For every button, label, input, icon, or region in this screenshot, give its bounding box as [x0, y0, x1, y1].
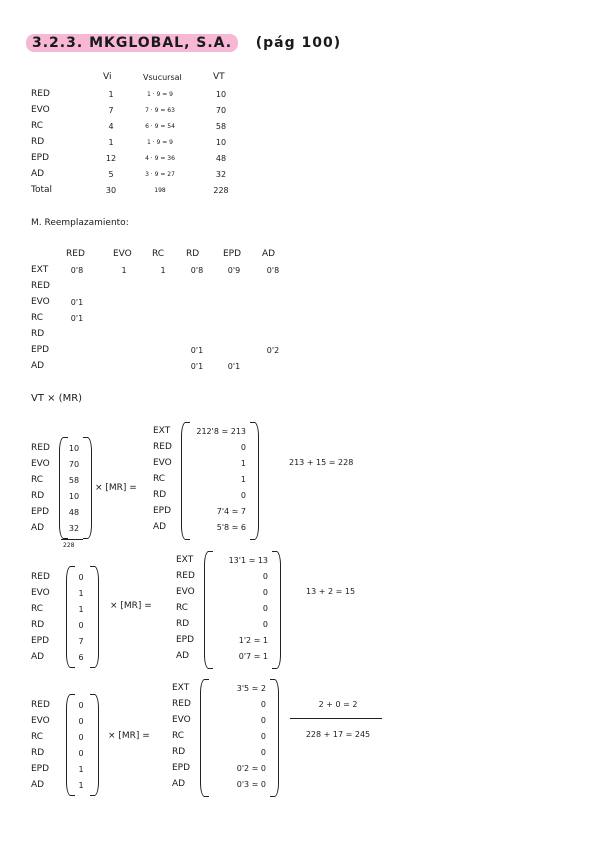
mr-cell: 0'1	[70, 314, 84, 323]
table1-row-label: AD	[31, 169, 45, 179]
mr-row-label: RC	[31, 313, 44, 323]
result-label: EPD	[172, 763, 191, 773]
table1-cell-vsuc: 4 · 9 = 36	[145, 155, 175, 162]
row-label: EPD	[31, 636, 50, 646]
result-label: AD	[172, 779, 186, 789]
result-label: RC	[176, 603, 189, 613]
table1-cell-vt: 58	[215, 122, 227, 131]
result-value: 0	[240, 491, 246, 500]
result-label: EVO	[176, 587, 195, 597]
result-value: 212'8 ≃ 213	[196, 427, 246, 436]
row-label: RED	[31, 443, 50, 453]
result-value: 0	[260, 732, 266, 741]
result-value: 0	[260, 748, 266, 757]
result-label: RC	[153, 474, 166, 484]
result-value: 0	[260, 716, 266, 725]
result-value: 7'4 ≃ 7	[216, 507, 246, 516]
mr-cell: 0'1	[190, 346, 204, 355]
mr-cell: 0'1	[227, 362, 241, 371]
result-left-paren	[200, 679, 209, 797]
vector-value: 32	[68, 524, 80, 533]
result-label: EXT	[153, 426, 171, 436]
mr-cell: 0'8	[266, 266, 280, 275]
vector-value: 48	[68, 508, 80, 517]
result-label: RC	[172, 731, 185, 741]
left-paren	[59, 437, 68, 539]
mr-cell: 0'9	[227, 266, 241, 275]
result-value: 0'7 ≃ 1	[238, 652, 268, 661]
vector-value: 1	[78, 605, 84, 614]
operator: × [MR] =	[110, 601, 152, 611]
left-paren	[66, 566, 75, 668]
side-note-bottom: 228 + 17 = 245	[305, 730, 371, 739]
table1-cell-vsuc: 3 · 9 = 27	[145, 171, 175, 178]
table1-header-vt: VT	[213, 72, 225, 82]
result-value: 0	[260, 700, 266, 709]
title-prefix-highlight	[26, 34, 238, 52]
operator: × [MR] =	[95, 483, 137, 493]
result-value: 0	[240, 443, 246, 452]
vector-value: 6	[78, 653, 84, 662]
result-right-paren	[250, 422, 259, 540]
mr-row-label: EPD	[31, 345, 50, 355]
vector-value: 0	[78, 621, 84, 630]
table1-cell-vi: 7	[108, 106, 114, 115]
table1-row-label: EVO	[31, 105, 50, 115]
result-label: EPD	[153, 506, 172, 516]
vector-value: 58	[68, 476, 80, 485]
result-right-paren	[272, 551, 281, 669]
result-value: 3'5 ≃ 2	[236, 684, 266, 693]
table1-cell-vsuc: 1 · 9 = 9	[146, 91, 173, 98]
result-label: RD	[153, 490, 167, 500]
table1-cell-vt: 48	[215, 154, 227, 163]
right-paren	[83, 437, 92, 539]
vector-value: 0	[78, 701, 84, 710]
result-value: 0'3 ≃ 0	[236, 780, 266, 789]
mr-col-header: RD	[186, 249, 200, 259]
vector-value: 7	[78, 637, 84, 646]
operator: × [MR] =	[108, 731, 150, 741]
row-label: RED	[31, 700, 50, 710]
result-value: 13'1 ≃ 13	[228, 556, 268, 565]
result-value: 0	[262, 588, 268, 597]
vector-value: 0	[78, 733, 84, 742]
vector-value: 0	[78, 749, 84, 758]
result-label: EVO	[172, 715, 191, 725]
mr-col-header: AD	[262, 249, 276, 259]
table1-cell-vsuc: 1 · 9 = 9	[146, 139, 173, 146]
row-label: EPD	[31, 507, 50, 517]
table1-row-label: RD	[31, 137, 45, 147]
row-label: RD	[31, 491, 45, 501]
result-value: 1	[240, 459, 246, 468]
side-note-top: 2 + 0 = 2	[318, 700, 358, 709]
row-label: RED	[31, 572, 50, 582]
title-page-ref: (pág 100)	[255, 35, 342, 51]
mr-col-header: RC	[152, 249, 165, 259]
row-label: RC	[31, 604, 44, 614]
result-value: 0	[262, 620, 268, 629]
table1-row-label: Total	[31, 185, 53, 195]
result-label: EXT	[172, 683, 190, 693]
mr-cell: 0'8	[70, 266, 84, 275]
row-label: AD	[31, 652, 45, 662]
result-label: RD	[172, 747, 186, 757]
table1-cell-vt: 32	[215, 170, 227, 179]
vector-value: 10	[68, 444, 80, 453]
table1-cell-vi: 4	[108, 122, 114, 131]
table1-cell-vt: 70	[215, 106, 227, 115]
mr-col-header: EVO	[113, 249, 132, 259]
result-value: 1	[240, 475, 246, 484]
mr-cell: 0'1	[190, 362, 204, 371]
mr-row-label: RD	[31, 329, 45, 339]
vector-value: 1	[78, 589, 84, 598]
mr-cell: 0'8	[190, 266, 204, 275]
result-label: EXT	[176, 555, 194, 565]
mr-cell: 1	[121, 266, 127, 275]
left-paren	[66, 694, 75, 796]
table1-cell-vi: 5	[108, 170, 114, 179]
table1-cell-vsuc: 7 · 9 = 63	[145, 107, 175, 114]
result-label: EVO	[153, 458, 172, 468]
result-value: 0	[262, 604, 268, 613]
side-note: 13 + 2 = 15	[306, 587, 356, 596]
row-label: RC	[31, 732, 44, 742]
mr-row-label: RED	[31, 281, 50, 291]
vector-value: 0	[78, 573, 84, 582]
table1-row-label: RC	[31, 121, 44, 131]
table1-cell-vi: 1	[108, 138, 114, 147]
vector-value: 1	[78, 781, 84, 790]
mr-row-label: EXT	[31, 265, 49, 275]
result-label: AD	[153, 522, 167, 532]
table1-cell-vsuc: 198	[154, 187, 166, 194]
table1-cell-vi: 30	[105, 186, 117, 195]
right-paren	[90, 566, 99, 668]
vector-value: 0	[78, 717, 84, 726]
row-label: AD	[31, 780, 45, 790]
row-label: AD	[31, 523, 45, 533]
mr-cell: 0'2	[266, 346, 280, 355]
mr-col-header: RED	[66, 249, 85, 259]
result-label: RED	[176, 571, 195, 581]
page-title	[26, 35, 341, 51]
vector-total: 228	[63, 542, 75, 549]
result-left-paren	[181, 422, 190, 540]
table1-row-label: RED	[31, 89, 50, 99]
title-prefix: 3.2.3.	[32, 35, 84, 51]
mr-cell: 1	[160, 266, 166, 275]
table1-cell-vsuc: 6 · 9 = 54	[145, 123, 175, 130]
right-paren	[90, 694, 99, 796]
side-note-rule	[290, 718, 382, 719]
vector-total-rule	[61, 539, 83, 540]
result-value: 0	[262, 572, 268, 581]
result-label: EPD	[176, 635, 195, 645]
row-label: RD	[31, 748, 45, 758]
row-label: RD	[31, 620, 45, 630]
result-label: RED	[172, 699, 191, 709]
table1-cell-vt: 10	[215, 138, 227, 147]
table1-cell-vt: 10	[215, 90, 227, 99]
table1-cell-vi: 12	[105, 154, 117, 163]
table1-cell-vt: 228	[213, 186, 229, 195]
result-value: 1'2 ≃ 1	[238, 636, 268, 645]
result-label: RED	[153, 442, 172, 452]
table1-cell-vi: 1	[108, 90, 114, 99]
vector-value: 10	[68, 492, 80, 501]
result-right-paren	[270, 679, 279, 797]
vector-value: 1	[78, 765, 84, 774]
table1-row-label: EPD	[31, 153, 50, 163]
result-value: 0'2 ≃ 0	[236, 764, 266, 773]
row-label: EVO	[31, 459, 50, 469]
result-label: AD	[176, 651, 190, 661]
mr-heading: M. Reemplazamiento:	[31, 218, 129, 228]
vt-mr-heading: VT × (MR)	[31, 393, 83, 404]
result-label: RD	[176, 619, 190, 629]
row-label: EPD	[31, 764, 50, 774]
side-note: 213 + 15 = 228	[289, 458, 354, 467]
result-left-paren	[204, 551, 213, 669]
table1-header-vi: Vi	[103, 72, 112, 82]
row-label: EVO	[31, 716, 50, 726]
table1-header-vsuc: Vsucursal	[143, 73, 182, 82]
mr-col-header: EPD	[223, 249, 242, 259]
vector-value: 70	[68, 460, 80, 469]
mr-row-label: EVO	[31, 297, 50, 307]
mr-row-label: AD	[31, 361, 45, 371]
title-text: MKGLOBAL, S.A.	[89, 35, 233, 51]
row-label: RC	[31, 475, 44, 485]
mr-cell: 0'1	[70, 298, 84, 307]
result-value: 5'8 ≃ 6	[216, 523, 246, 532]
row-label: EVO	[31, 588, 50, 598]
